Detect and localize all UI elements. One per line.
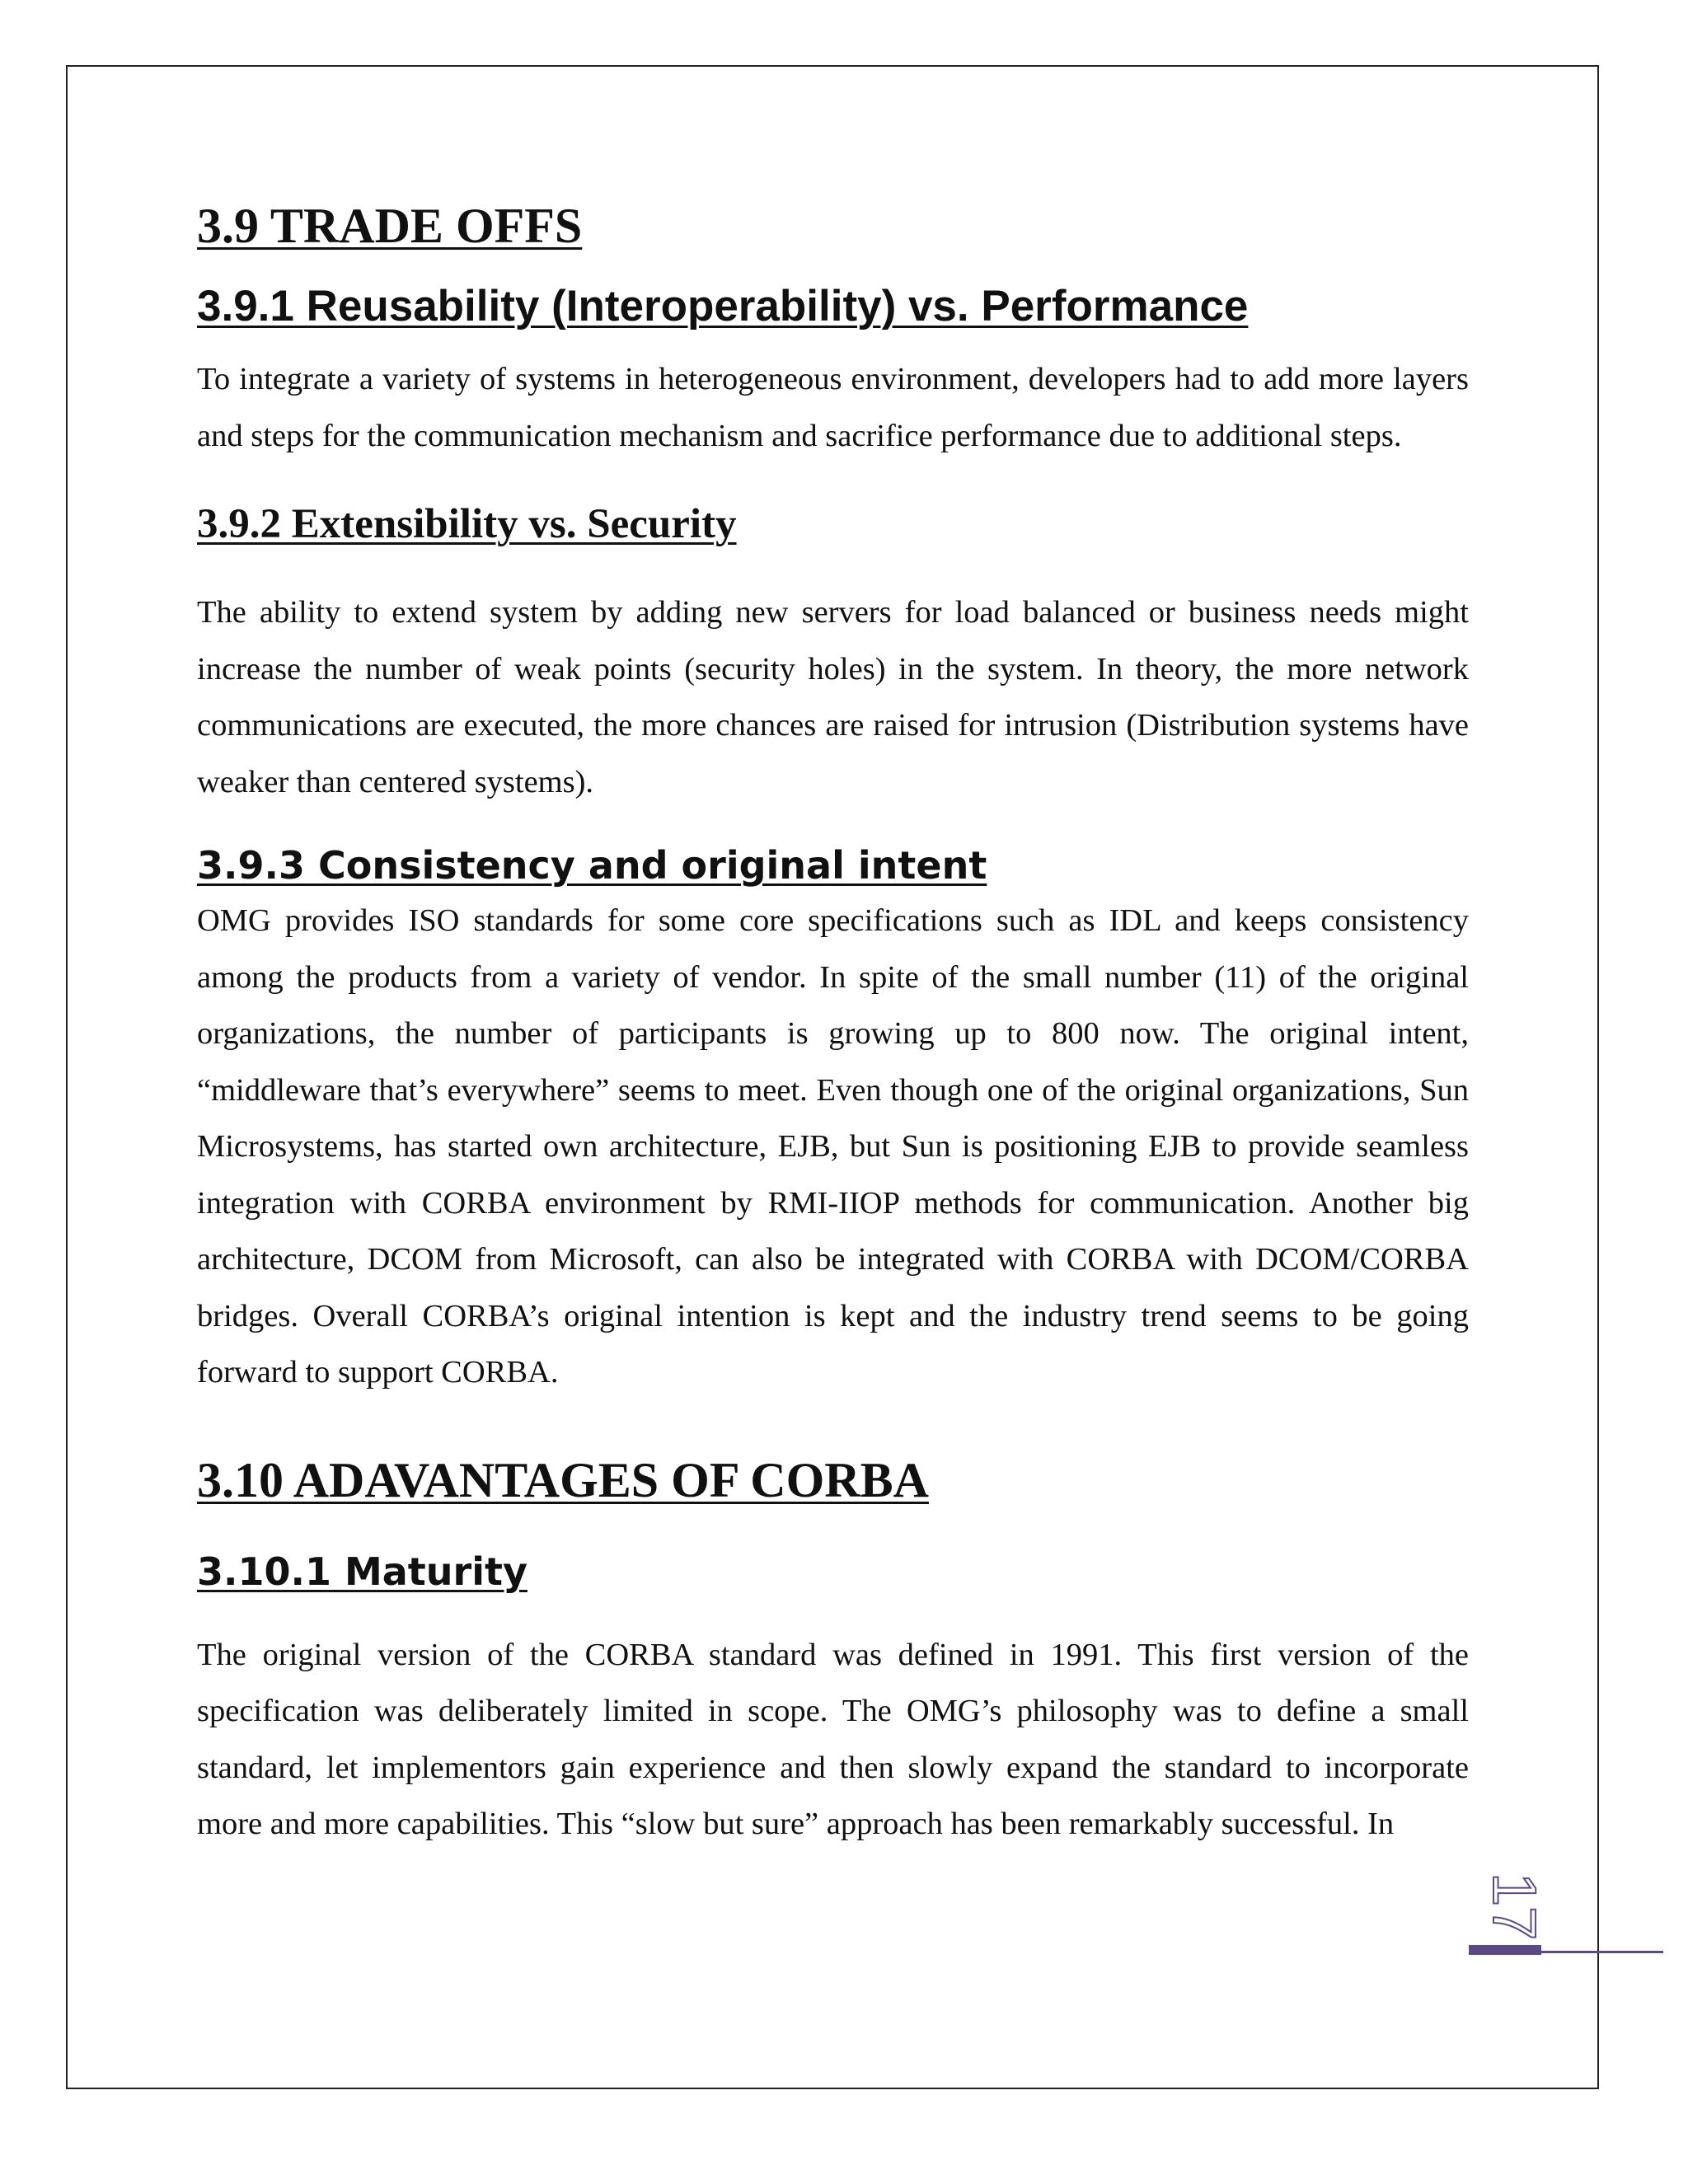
subsection-heading-maturity: 3.10.1 Maturity — [197, 1549, 528, 1594]
section-heading-advantages: 3.10 ADAVANTAGES OF CORBA — [197, 1452, 929, 1507]
footer-rule — [1541, 1951, 1663, 1953]
paragraph-maturity: The original version of the CORBA standard was defined in 1991. This first version of the specification was deliberately limited in scope. The OMG’s philosophy was to define a small standard, let implementors gain experience and then slowly expand the standard to incorporate more and more capabilities. This “slow but sure” approach has been remarkably successful. In — [197, 1637, 1469, 1841]
page-number: 17 — [1480, 1872, 1549, 1941]
paragraph-extensibility: The ability to extend system by adding new servers for load balanced or business needs might increase the number of weak points (security holes) in the system. In theory, the more network communications are executed, the more chances are raised for intrusion (Distribution systems have weaker than centered systems). — [197, 595, 1469, 799]
subsection-heading-extensibility: 3.9.2 Extensibility vs. Security — [197, 501, 737, 547]
paragraph-consistency: OMG provides ISO standards for some core specifications such as IDL and keeps consistency among the products from a variety of vendor. In spite of the small number (11) of the original organizations, the number of participants is growing up to 800 now. The original intent, “middleware that’s everywhere” seems to meet. Even though one of the original organizations, Sun Microsystems, has started own architecture, EJB, but Sun is positioning EJB to provide seamless integration with CORBA environment by RMI-IIOP methods for communication. Another big architecture, DCOM from Microsoft, can also be integrated with CORBA with DCOM/CORBA bridges. Overall CORBA’s original intention is kept and the industry trend seems to be going forward to support CORBA. — [197, 903, 1469, 1390]
page-content — [197, 190, 1469, 1853]
section-heading-trade-offs: 3.9 TRADE OFFS — [197, 199, 583, 253]
paragraph-reusability: To integrate a variety of systems in heterogeneous environment, developers had to add more layers and steps for the communication mechanism and sacrifice performance due to additional steps. — [197, 362, 1469, 453]
subsection-heading-reusability: 3.9.1 Reusability (Interoperability) vs. Performance — [197, 282, 1249, 330]
page-number-bar — [1469, 1945, 1541, 1955]
subsection-heading-consistency: 3.9.3 Consistency and original intent — [197, 843, 987, 888]
